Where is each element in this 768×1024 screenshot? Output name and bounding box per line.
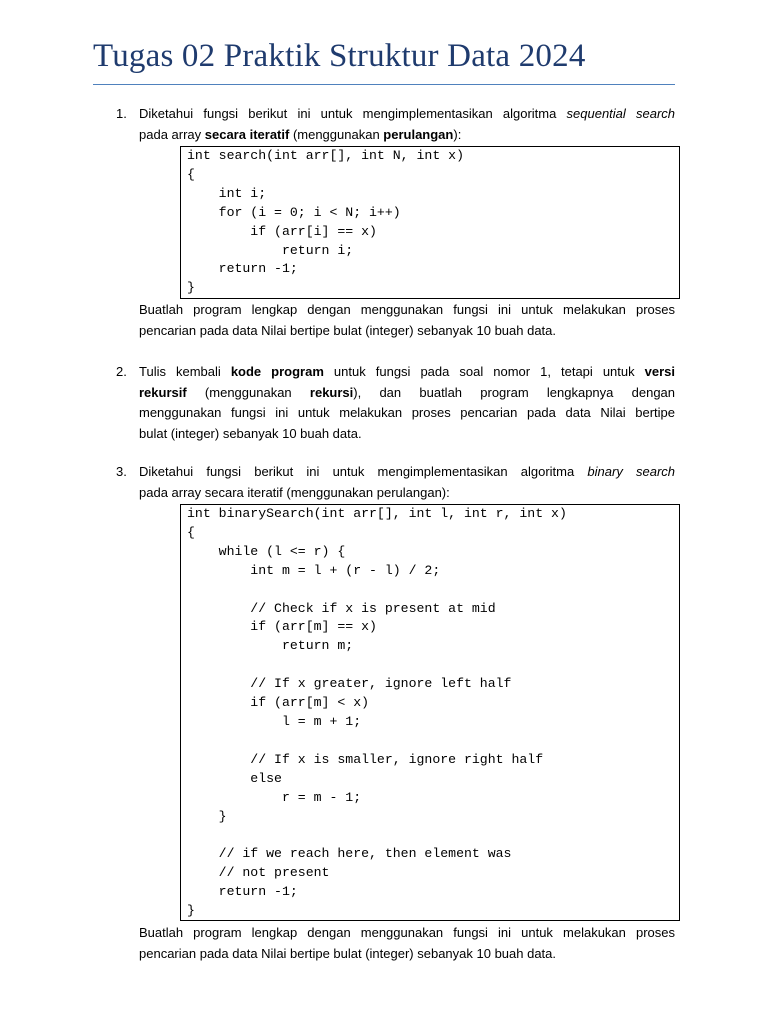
question-3-line-1: [139, 462, 675, 483]
term-sequential-search: sequential search: [566, 106, 676, 121]
code-block-sequential-search: [180, 146, 680, 299]
instruction-line-1: Buatlah program lengkap dengan menggunakan fungsi ini untuk melakukan proses: [139, 925, 675, 940]
question-3-intro: [139, 462, 675, 503]
instruction-line-2: pencarian pada data Nilai bertipe bulat (integer) sebanyak 10 buah data.: [139, 322, 557, 338]
text-run: Tulis kembali: [139, 364, 231, 379]
question-2-line-2: [139, 383, 675, 404]
instruction-line-2: pencarian pada data Nilai bertipe bulat (integer) sebanyak 10 buah data.: [139, 945, 557, 961]
text-run: pada array: [139, 126, 205, 142]
code-block-binary-search: [180, 504, 680, 921]
emphasis-iteratif: secara iteratif: [204, 126, 290, 142]
instruction-line-1: Buatlah program lengkap dengan menggunakan fungsi ini untuk melakukan proses: [139, 302, 675, 317]
question-3-line-2: pada array secara iteratif (menggunakan perulangan):: [139, 484, 450, 500]
text-run: ):: [453, 126, 462, 142]
text-run: Diketahui fungsi berikut ini untuk mengimplementasikan algoritma: [139, 464, 588, 479]
question-2-line-4: bulat (integer) sebanyak 10 buah data.: [139, 425, 362, 441]
question-2-text: [139, 362, 675, 444]
question-3-number: 3.: [116, 464, 127, 479]
text-run: ), dan buatlah program lengkapnya dengan: [353, 384, 676, 400]
question-2-line-1: [139, 362, 675, 383]
question-1-number: 1.: [116, 106, 127, 121]
text-run: (menggunakan: [186, 384, 310, 400]
question-3-instruction: [139, 923, 675, 964]
page-title: Tugas 02 Praktik Struktur Data 2024: [93, 38, 586, 74]
text-run: untuk fungsi pada soal nomor 1, tetapi untuk: [323, 364, 645, 379]
emphasis-versi: versi: [644, 364, 676, 379]
text-run: (menggunakan: [289, 126, 384, 142]
text-run: Diketahui fungsi berikut ini untuk mengimplementasikan algoritma: [139, 106, 567, 121]
question-1-instruction: [139, 300, 675, 341]
question-1-line-1: [139, 104, 675, 125]
title-underline: [93, 84, 675, 85]
question-1-intro: [139, 104, 675, 145]
emphasis-perulangan: perulangan: [383, 126, 454, 142]
code-text: int binarySearch(int arr[], int l, int r, int x) { while (l <= r) { int m = l + (r - l) / 2; // Check if x is present at mid if (arr[m] == x) return m; // If x greater, ignore left half if (arr[m] < x) l = m + 1; // If x is smaller, ignore right half else r = m - 1; } // if we reach here, then element was // not present return -1; }: [187, 506, 567, 919]
term-binary-search: binary search: [587, 464, 675, 479]
code-text: int search(int arr[], int N, int x) { int i; for (i = 0; i < N; i++) if (arr[i] == x) return i; return -1; }: [187, 148, 464, 296]
emphasis-rekursi: rekursi: [309, 384, 354, 400]
question-2-number: 2.: [116, 364, 127, 379]
emphasis-kode-program: kode program: [230, 364, 324, 379]
question-2-line-3: menggunakan fungsi ini untuk melakukan proses pencarian pada data Nilai bertipe: [139, 405, 675, 420]
question-1-line-2: [139, 125, 675, 146]
emphasis-rekursif: rekursif: [139, 384, 187, 400]
